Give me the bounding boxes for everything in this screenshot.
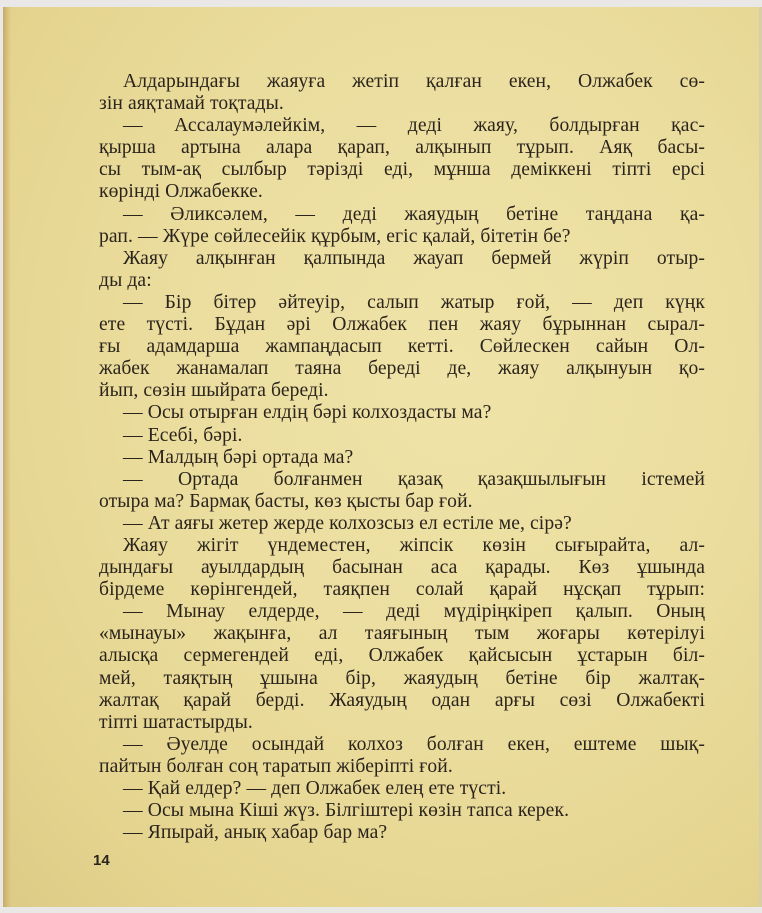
page-number: 14 — [93, 852, 110, 869]
text-line: Жаяу алқынған қалпында жауап бермей жүріп отыр- — [123, 247, 705, 269]
text-line: жабек жанамалап таяна береді де, жаяу алқынуын қо- — [99, 358, 705, 380]
text-line: алысқа сермегендей еді, Олжабек қайсысын ұстарын біл- — [99, 645, 705, 667]
text-line: мей, таяқтың ұшына бір, жаяудың бетіне бір жалтақ- — [99, 667, 705, 689]
text-line: қырша артына алара қарап, алқынып тұрып. Аяқ басы- — [99, 137, 705, 159]
text-line: «мынауы» жақынға, ал таяғының тым жоғары көтерілуі — [99, 623, 705, 645]
text-line: көрінді Олжабекке. — [99, 181, 263, 203]
text-line: Жаяу жігіт үндеместен, жіпсік көзін сығырайта, ал- — [123, 534, 705, 556]
text-line: — Әликсәлем, — деді жаяудың бетіне таңдана қа- — [123, 203, 705, 225]
text-line: дындағы ауылдардың басынан аса қарады. Көз ұшында — [99, 557, 705, 579]
text-line: рап. — Жүре сөйлесейік құрбым, егіс қалай, бітетін бе? — [99, 225, 571, 247]
text-line: ды да: — [99, 269, 152, 291]
text-line: ете түсті. Бұдан әрі Олжабек пен жаяу бұрыннан сырал- — [99, 314, 705, 336]
text-line: сы тым-ақ сылбыр тәрізді еді, мұнша деміккені тіпті ерсі — [99, 159, 705, 181]
text-line: — Есебі, бәрі. — [123, 424, 243, 446]
text-line: — Қай елдер? — деп Олжабек елең ете түсті. — [123, 778, 507, 799]
text-line: жалтақ қарай берді. Жаяудың одан арғы сөзі Олжабекті — [99, 689, 705, 711]
text-line: — Малдың бәрі ортада ма? — [123, 446, 354, 468]
book-page — [3, 7, 762, 907]
text-line: — Ортада болғанмен қазақ қазақшылығын істемей — [123, 468, 705, 490]
text-line: — Ассалаумәлейкім, — деді жаяу, болдырған қас- — [123, 115, 705, 137]
text-line: тіпті шатастырды. — [99, 711, 253, 733]
text-line: — Осы отырған елдің бәрі колхоздасты ма? — [123, 402, 492, 424]
text-line: ғы адамдарша жампаңдасып кетті. Сөйлескен сайын Ол- — [99, 336, 705, 358]
text-line: — Осы мына Кіші жүз. Білгіштері көзін тапса керек. — [123, 800, 570, 822]
text-line: отыра ма? Бармақ басты, көз қысты бар ғой. — [99, 490, 473, 512]
text-line: Алдарындағы жаяуға жетіп қалған екен, Олжабек сө- — [123, 71, 705, 92]
text-line: — Япырай, анық хабар бар ма? — [123, 822, 388, 844]
text-line: пайтын болған соң таратып жіберіпті ғой. — [99, 755, 453, 777]
text-line: — Бір бітер әйтеуір, салып жатыр ғой, — деп күңк — [123, 291, 705, 313]
text-line: йып, сөзін шыйрата береді. — [99, 380, 329, 402]
text-line: зін аяқтамай тоқтады. — [99, 93, 284, 115]
body-text — [99, 71, 705, 844]
text-line: бірдеме көрінгендей, таяқпен солай қарай нұсқап тұрып: — [99, 579, 705, 601]
text-line: — Мынау елдерде, — деді мүдіріңкіреп қалып. Оның — [123, 601, 705, 623]
text-line: — Ат аяғы жетер жерде колхозсыз ел естіле ме, сірә? — [123, 512, 572, 534]
text-line: — Әуелде осындай колхоз болған екен, ештеме шық- — [123, 733, 705, 755]
